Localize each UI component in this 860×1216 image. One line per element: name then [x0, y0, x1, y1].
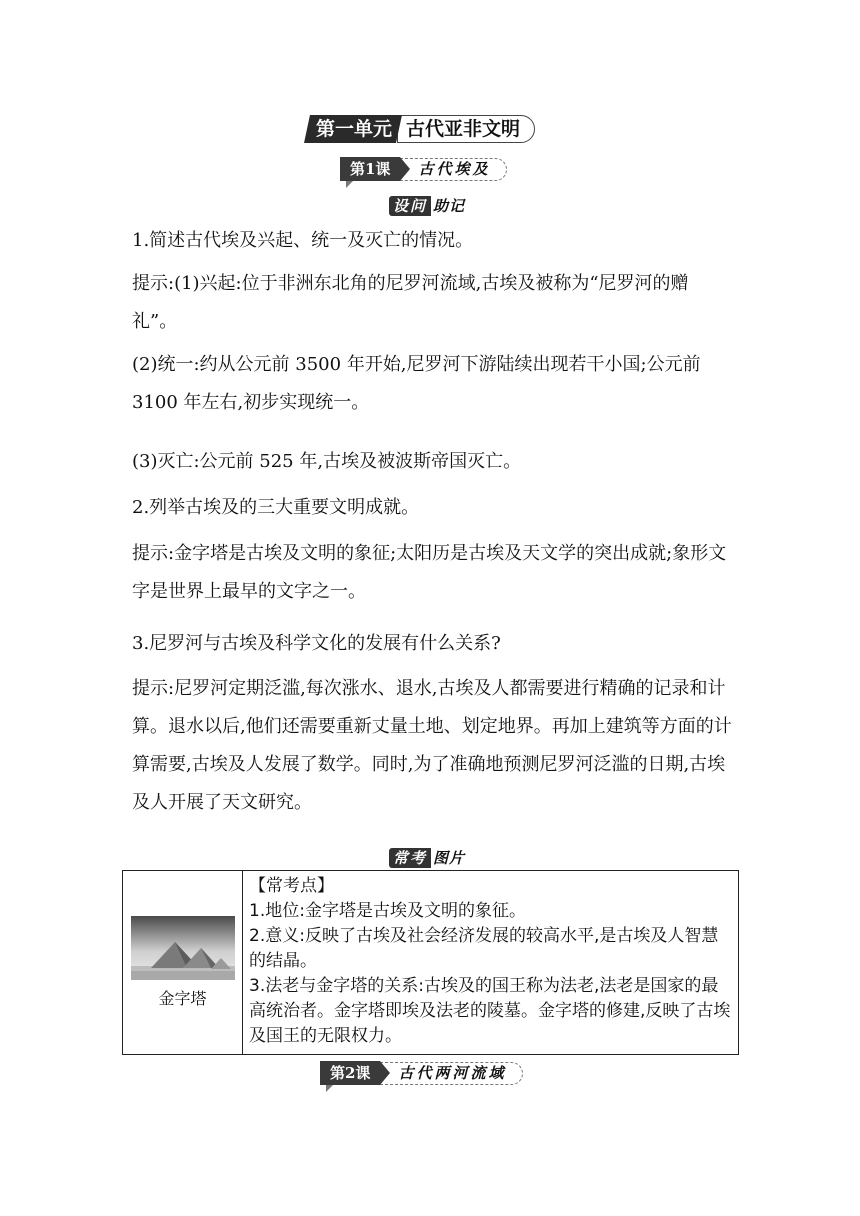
lesson-2-number: 第2课: [320, 1061, 380, 1085]
pyramid-image: [131, 916, 235, 980]
unit-title: 古代亚非文明: [397, 115, 535, 143]
exam-point-item: 2.意义:反映了古埃及社会经济发展的较高水平,是古埃及人智慧的结晶。: [249, 926, 719, 971]
exam-points-cell: [243, 871, 738, 1054]
lesson-1-number: 第1课: [340, 157, 400, 181]
exam-point-item: 1.地位:金字塔是古埃及文明的象征。: [249, 901, 526, 921]
answer-3: 提示:尼罗河定期泛滥,每次涨水、退水,古埃及人都需要进行精确的记录和计算。退水以后,他们还需要重新丈量土地、划定地界。再加上建筑等方面的计算需要,古埃及人发展了数学。同时,为了准确地预测尼罗河泛滥的日期,古埃及人开展了天文研究。: [132, 678, 732, 813]
tag-dark-part: 常考: [389, 848, 431, 868]
question-3: 3.尼罗河与古埃及科学文化的发展有什么关系?: [132, 633, 501, 654]
tag-light-part: 图片: [433, 849, 466, 867]
lesson-2-title: 古代两河流域: [380, 1062, 523, 1085]
answer-1-part-3: (3)灭亡:公元前 525 年,古埃及被波斯帝国灭亡。: [132, 451, 522, 472]
answer-1-part-1: 提示:(1)兴起:位于非洲东北角的尼罗河流域,古埃及被称为“尼罗河的赠礼”。: [132, 273, 689, 332]
section-tag-memory: [389, 196, 467, 216]
answer-2: 提示:金字塔是古埃及文明的象征;太阳历是古埃及天文学的突出成就;象形文字是世界上最早的文字之一。: [132, 543, 727, 602]
banner-tail: [326, 1085, 333, 1092]
exam-point-table: [122, 870, 739, 1055]
question-1: 1.简述古代埃及兴起、统一及灭亡的情况。: [132, 230, 474, 251]
tag-dark-part: 设问: [389, 196, 431, 216]
unit-number: 第一单元: [304, 115, 402, 143]
exam-point-heading: 【常考点】: [249, 876, 334, 896]
unit-banner: [307, 114, 535, 144]
question-2: 2.列举古埃及的三大重要文明成就。: [132, 497, 420, 518]
section-tag-pictures: [389, 848, 467, 868]
banner-tail: [346, 181, 353, 188]
answer-1-part-2: (2)统一:约从公元前 3500 年开始,尼罗河下游陆续出现若干小国;公元前 3100 年左右,初步实现统一。: [132, 354, 701, 413]
picture-caption: 金字塔: [158, 989, 207, 1008]
picture-cell: [123, 871, 243, 1054]
lesson-1-title: 古代埃及: [400, 158, 507, 181]
lesson-2-banner: [320, 1061, 523, 1085]
tag-light-part: 助记: [433, 197, 466, 215]
exam-point-item: 3.法老与金字塔的关系:古埃及的国王称为法老,法老是国家的最高统治者。金字塔即埃及法老的陵墓。金字塔的修建,反映了古埃及国王的无限权力。: [249, 976, 731, 1046]
lesson-1-banner: [340, 157, 507, 181]
